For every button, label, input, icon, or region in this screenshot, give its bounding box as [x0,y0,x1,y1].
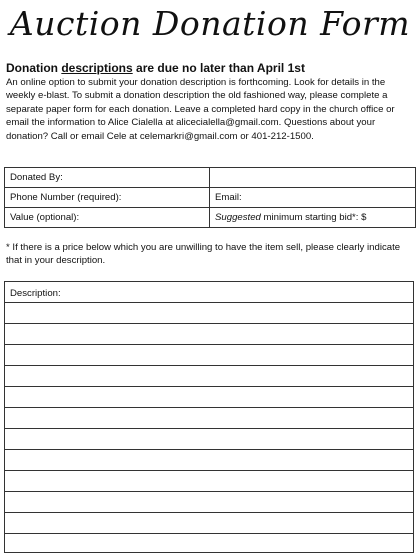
deadline-heading-underlined: descriptions [61,61,133,75]
deadline-heading-part1: Donation [6,61,62,75]
description-line [5,302,413,303]
description-line [5,407,413,408]
price-note: * If there is a price below which you are unwilling to have the item sell, please clearly indicate that in your description. [6,242,401,267]
email-field[interactable]: Email: [210,188,416,208]
description-line [5,344,413,345]
donated-by-blank-cell[interactable] [210,168,416,188]
description-line [5,533,413,534]
phone-email-row [5,188,416,208]
value-bid-row [5,208,416,228]
description-line [5,365,413,366]
phone-field[interactable]: Phone Number (required): [5,188,210,208]
donated-by-row [5,168,416,188]
description-label: Description: [10,288,61,299]
intro-paragraph: An online option to submit your donation description is forthcoming. Look for details in the weekly e-blast. To submit a donation description the old fashioned way, please complete a separate paper form for each donation. Leave a completed hard copy in the church office or email the information to Alice Cialella at alicecialella@gmail.com. Questions about your donation? Call or email Cele at celemarkri@gmail.com or 401-212-1500. [6,77,395,142]
minimum-bid-field[interactable] [210,208,416,228]
description-line [5,449,413,450]
description-line [5,512,413,513]
donated-by-field[interactable]: Donated By: [5,168,210,188]
description-line [5,428,413,429]
minimum-bid-label: minimum starting bid*: $ [260,212,367,223]
description-line [5,323,413,324]
value-field[interactable]: Value (optional): [5,208,210,228]
description-line [5,491,413,492]
description-box[interactable] [4,281,414,553]
donor-info-table [4,167,416,228]
suggested-italic: Suggested [215,212,261,223]
deadline-heading-part2: are due no later than April 1st [132,61,305,75]
form-title: Auction Donation Form [9,4,411,43]
description-line [5,386,413,387]
deadline-heading [6,61,416,76]
description-line [5,470,413,471]
